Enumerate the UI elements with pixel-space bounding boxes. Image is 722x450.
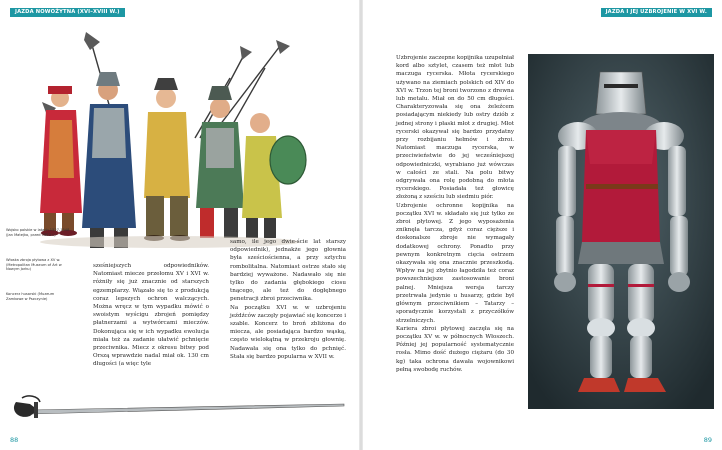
koncerz-sword-illustration (8, 384, 348, 424)
right-column (396, 54, 514, 374)
caption-koncerz: Koncerz husarski (Muzeum Zamkowe w Pszczynie) (6, 292, 55, 301)
left-column-1 (93, 262, 209, 369)
plate-armour-photo (528, 54, 714, 409)
left-column-2 (230, 238, 346, 361)
plate-armour-figure (528, 54, 714, 409)
page-number-right: 89 (703, 436, 712, 444)
caption-armour: Włoska zbroja płytowa z XV w. (Metropolitan Museum of Art w Nowym Jorku) (6, 258, 62, 272)
paragraph: sześniejszych odpowiedników. Natomiast miecze przełomu XV i XVI w. różniły się już znacznie od starszych egzemplarzy. Wiązało się to z produkcją coraz lepszych ochron walczących. Można wręcz w tym wypadku mówić o swoistym wyścigu zbrojeń pomiędzy płatnerzami a wytwórcami mieczów. Dokonująca się w ich wypadku ewolucja miała też za zadanie ułatwić pchnięcie przeciwnika. Miecz z okresu bitwy pod Orszą wprawdzie nadal miał ok. 130 cm długości (a więc tyle (93, 263, 209, 368)
page-number-left: 88 (10, 436, 19, 444)
soldiers-illustration (20, 28, 320, 258)
gutter (359, 0, 363, 450)
paragraph: Uzbrojenie zaczepne kopijnika uzupełniał kord albo sztylet, czasem też młot lub maczuga rycerska. Młota rycerskiego używano na ziemiach polskich od XIV do XVI w. Trzon tej broni tworzono z drewna lub metalu. Miał on do 50 cm długości. Charakteryzowała się ona żeleźcem posiadającym niekiedy lub ostry dziób z jednej strony i płaski młot z drugiej. Młot rycerski okazywał się bardzo przydatny przy rozbijaniu hełmów i zbroi. Natomiast maczuga rycerska, w przeciwieństwie do jej wcześniejszej odpowiedniczki, wyrabiano już wówczas w całości ze stali. Na polu bitwy odgrywała ona rolę podobną do młota rycerskiego. Posiadała też głowicę złożoną z sześciu lub siedmiu piór. Uzbrojenie ochronne kopijnika na początku XVI w. składało się już tylko ze zbroi płytowej. Z jego wyposażenia zniknęła tarcza, gdyż coraz cięższe i doskonalsze zbroje nie wymagały dodatkowej ochrony. Ponadto przy pewnym konkretnym cięcia ostrzem okazywała się ona znacznie przeszkodą. Wpływ na jej zbytnio łagodziła też coraz powszechniejsze zastosowanie broni palnej. Mniejsza wersja tarczy przetrwała jedynie u husarzy, gdzie był głównym przeciwnikiem – Tatarzy – sporadycznie korzystali z przyczółków strzelniczych. Kariera zbroi płytowej zaczęła się na początku XV w. w północnych Włoszech. Później jej popularność systematycznie rosła. Mimo dość dużego ciężaru (do 30 kg) taka ochrona dawała wojownikowi pełną swobodę ruchów. (396, 55, 514, 373)
running-head-left: JAZDA NOWOŻYTNA (XVI–XVIII W.) (10, 8, 125, 17)
paragraph: samo, ile jego dwie-ście lat starszy odpowiednik), jednakże jego głownia była sześciościenna, a przy sztychu rombolitalna. Natomiast ostrze stało się bardziej wyważone. Nadawało się nie tylko do zadania głębokiego ciosu tnącego, ale też do dogłębnego penetracji zbroi przeciwnika. Na początku XVI w. w uzbrojeniu jeźdźców zaczęły pojawiać się koncerze i szable. Koncerz to broń zbliżona do miecza, ale posiadająca bardzo wąską, często wielokątną w przekroju głownię. Nadawała się ona tylko do pchnięć. Stała się bardzo popularna w XVII w. (230, 239, 346, 360)
running-head-right: JAZDA I JEJ UZBROJENIE W XVI W. (601, 8, 712, 17)
caption-matejko: Wojsko polskie w latach 1527-1548 (Jan Matejko, przed 1883 r.) (6, 228, 70, 237)
